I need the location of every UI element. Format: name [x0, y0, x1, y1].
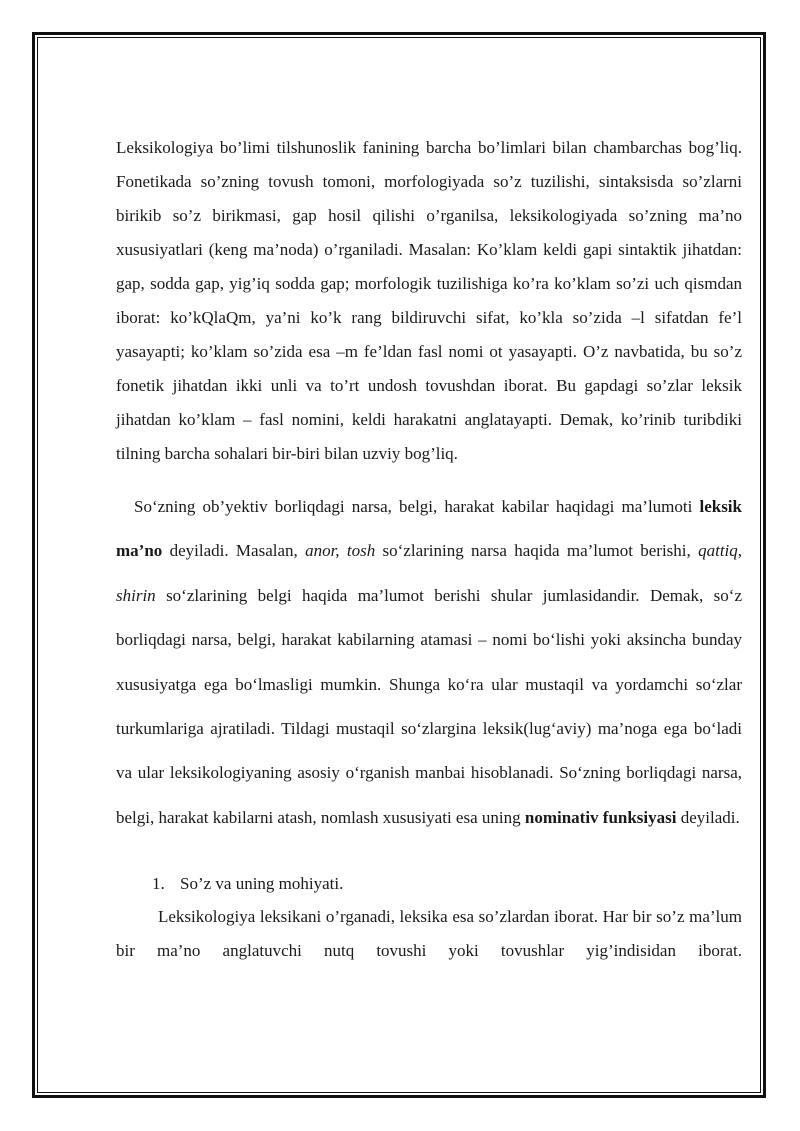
term-leksik-mano: leksik ma’no — [116, 497, 742, 561]
document-body — [116, 131, 742, 968]
list-item-number: 1. — [152, 874, 165, 894]
paragraph2-part3: so‘zlarining narsa haqida ma’lumot berishi, — [375, 541, 699, 561]
paragraph-leksik-mano — [116, 485, 742, 840]
paragraph2-part2: deyiladi. Masalan, — [162, 541, 306, 561]
paragraph2-part5: deyiladi. — [676, 807, 740, 827]
example-anor-tosh: anor, tosh — [305, 541, 376, 561]
list-item-text: So’z va uning mohiyati. — [180, 874, 344, 894]
paragraph-leksikologiya-intro: Leksikologiya bo’limi tilshunoslik fanining barcha bo’limlari bilan chambarchas bog’liq. Fonetikada so’zning tovush tomoni, morfologiyada so’z tuzilishi, sintaksisda so’zlarni birikib so’z birikmasi, gap hosil qilishi o’rganilsa, leksikologiyada so’zning ma’no xususiyatlari (keng ma’noda) o’rganiladi. Masalan: Ko’klam keldi gapi sintaktik jihatdan: gap, sodda gap, yig’iq sodda gap; morfologik tuzilishiga ko’ra ko’klam so’zi uch qismdan iborat: ko’kQlaQm, ya’ni ko’k rang bildiruvchi sifat, ko’kla so’zida –l sifatdan fe’l yasayapti; ko’klam so’zida esa –m fe’ldan fasl nomi ot yasayapti. O’z navbatida, bu so’z fonetik jihatdan ikki unli va to’rt undosh tovushdan iborat. Bu gapdagi so’zlar leksik jihatdan ko’klam – fasl nomini, keldi harakatni anglatayapti. Demak, ko’rinib turibdiki tilning barcha sohalari bir-biri bilan uzviy bog’liq. — [116, 138, 742, 463]
term-nominativ-funksiyasi: nominativ funksiyasi — [524, 807, 677, 827]
paragraph-leksika-definition: Leksikologiya leksikani o’rganadi, leksika esa so’zlardan iborat. Har bir so’z ma’lum bir ma’no anglatuvchi nutq tovushi yoki tovushlar yig’indisidan iborat. — [116, 907, 742, 961]
list-item-soz-mohiyati — [116, 868, 742, 900]
paragraph2-part1: So‘zning ob’yektiv borliqdagi narsa, belgi, harakat kabilar haqidagi ma’lumoti — [134, 497, 700, 516]
paragraph2-part4: so‘zlarining belgi haqida ma’lumot berishi shular jumlasidandir. Demak, so‘z borliqdagi narsa, belgi, harakat kabilarning atamasi – nomi bo‘lishi yoki aksincha bunday xususiyatga ega bo‘lmasligi mumkin. Shunga ko‘ra ular mustaqil va yordamchi so‘zlar turkumlariga ajratiladi. Tildagi mustaqil so‘zlargina leksik(lug‘aviy) ma’noga ega bo‘ladi va ular leksikologiyaning asosiy o‘rganish manbai hisoblanadi. So‘zning borliqdagi narsa, belgi, harakat kabilarni atash, nomlash xususiyati esa uning — [116, 585, 742, 827]
example-qattiq-shirin: qattiq, shirin — [116, 541, 743, 605]
